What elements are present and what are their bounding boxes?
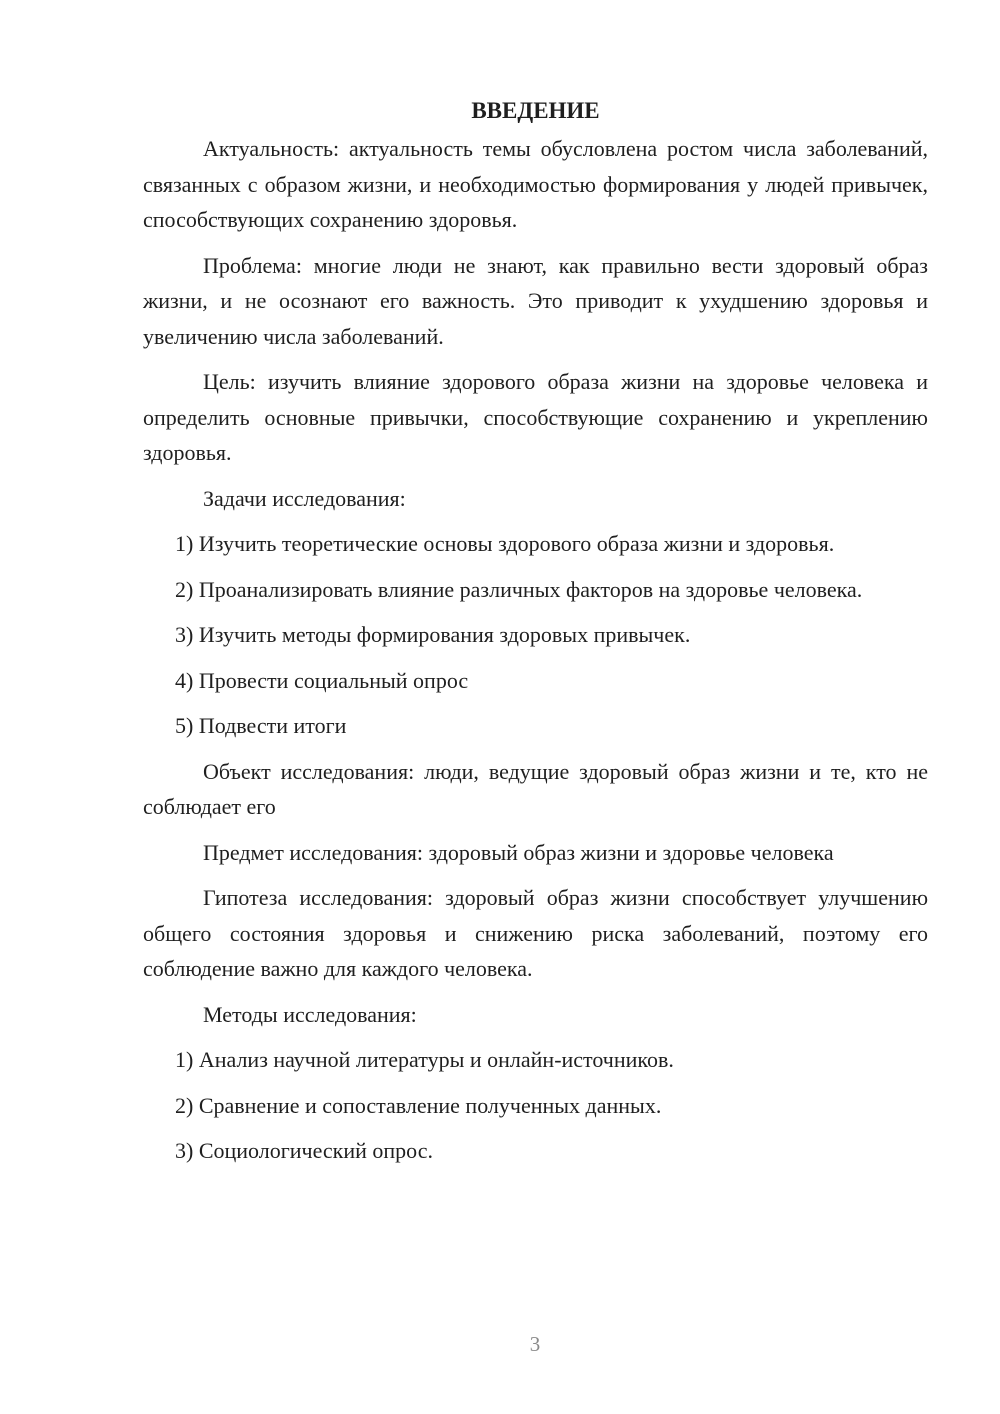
paragraph-object: Объект исследования: люди, ведущие здоровый образ жизни и те, кто не соблюдает его bbox=[143, 758, 928, 819]
paragraph-subject: Предмет исследования: здоровый образ жизни и здоровье человека bbox=[203, 839, 834, 865]
method-item: 3) Социологический опрос. bbox=[175, 1138, 433, 1163]
task-item: 4) Провести социальный опрос bbox=[175, 667, 469, 693]
paragraph-goal: Цель: изучить влияние здорового образа жизни на здоровье человека и определить основные привычки, способствующие сохранению и укреплению здоровья. bbox=[143, 369, 928, 465]
paragraph-relevance: Актуальность: актуальность темы обусловлена ростом числа заболеваний, связанных с образом жизни, и необходимостью формирования у людей привычек, способствующих сохранению здоровья. bbox=[143, 136, 928, 232]
paragraph-hypothesis: Гипотеза исследования: здоровый образ жизни способствует улучшению общего состояния здоровья и снижению риска заболеваний, поэтому его соблюдение важно для каждого человека. bbox=[143, 885, 928, 981]
task-item: 3) Изучить методы формирования здоровых привычек. bbox=[175, 622, 691, 647]
document-title: ВВЕДЕНИЕ bbox=[471, 98, 600, 123]
tasks-heading: Задачи исследования: bbox=[203, 485, 406, 511]
document-page bbox=[143, 96, 928, 1179]
page-number: 3 bbox=[529, 1332, 541, 1356]
task-item: 5) Подвести итоги bbox=[175, 713, 347, 738]
paragraph-problem: Проблема: многие люди не знают, как правильно вести здоровый образ жизни, и не осознают его важность. Это приводит к ухудшению здоровья и увеличению числа заболеваний. bbox=[143, 252, 928, 349]
method-item: 1) Анализ научной литературы и онлайн-источников. bbox=[175, 1047, 674, 1072]
task-item: 1) Изучить теоретические основы здорового образа жизни и здоровья. bbox=[175, 531, 835, 556]
task-item: 2) Проанализировать влияние различных факторов на здоровье человека. bbox=[175, 576, 863, 602]
methods-heading: Методы исследования: bbox=[203, 1001, 417, 1027]
method-item: 2) Сравнение и сопоставление полученных данных. bbox=[175, 1092, 662, 1118]
